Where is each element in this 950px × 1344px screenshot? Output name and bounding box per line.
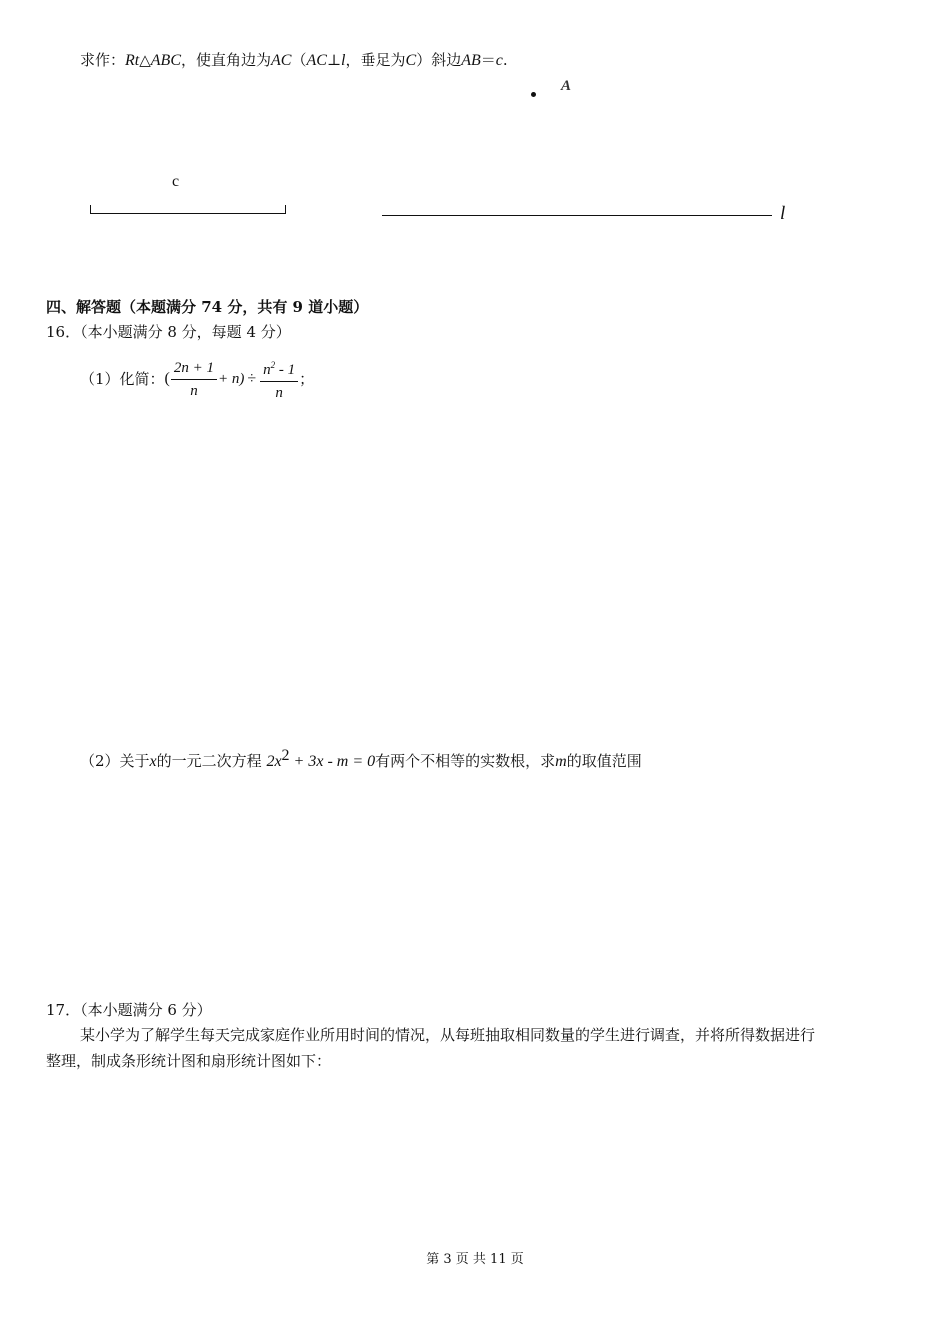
question-number: 17． [46,1001,81,1019]
segment-c-label: c [172,173,180,190]
fraction-1: $\frac{2n + 1}{n}$ [171,358,217,401]
fraction-2: $\frac{n^2 - 1}{n}$ [260,355,298,403]
line-l-label: l [780,203,786,224]
line-l [382,215,772,216]
question-17-header [46,1000,212,1020]
question-17-body-line2: 整理，制成条形统计图和扇形统计图如下： [46,1052,332,1070]
segment-c [90,205,286,214]
question-number: 16． [46,323,81,341]
question-16-part2: （2）关于x的一元二次方程 $2x^2 + 3x - m = 0$有两个不相等的实数根，求m的取值范围 [80,747,642,770]
section-heading: 四、解答题（本题满分 74 分，共有 9 道小题） [46,298,369,316]
question-16-part1: （1）化简： ( $\frac{2n + 1}{n}$ + n) ÷ $\frac{n^2 - 1}{n}$ ； [80,355,314,403]
question-16-header [46,322,291,342]
construction-prompt: 求作：Rt△ABC，使直角边为AC（AC⊥l，垂足为C）斜边AB＝c. [80,51,508,69]
question-points: （本小题满分 6 分） [80,1001,212,1019]
question-points: （本小题满分 8 分，每题 4 分） [80,323,291,341]
point-a-dot [531,92,536,97]
page-footer: 第 3 页 共 11 页 [426,1252,524,1267]
point-a-label: A [561,78,572,94]
question-17-body-line1: 某小学为了解学生每天完成家庭作业所用时间的情况，从每班抽取相同数量的学生进行调查，并将所得数据进行 [80,1026,816,1044]
